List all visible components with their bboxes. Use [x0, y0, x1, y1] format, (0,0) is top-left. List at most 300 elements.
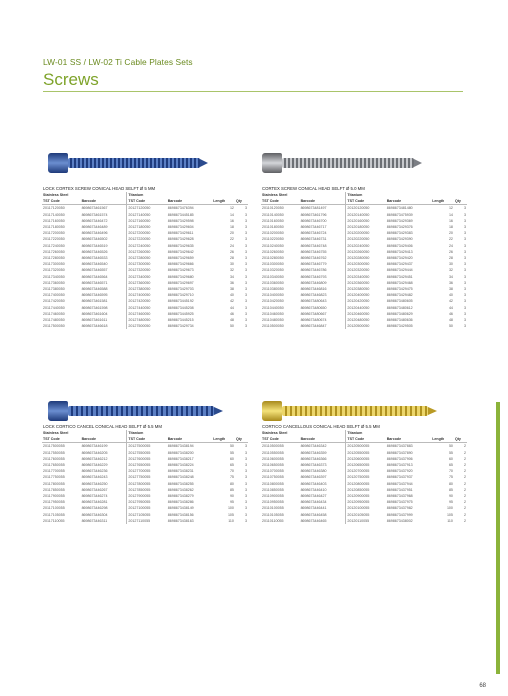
table-cell: 3	[245, 287, 247, 292]
table-cell: 80	[229, 481, 234, 486]
table-cell: 20110800055	[262, 481, 284, 486]
table-cell: 3	[245, 444, 247, 449]
table-cell: 3	[245, 456, 247, 461]
product-table	[42, 192, 248, 329]
table-cell: 8698673446762	[300, 256, 327, 261]
table-cell: 8698673437883	[386, 444, 413, 449]
table-cell: 8698673461796	[300, 212, 327, 217]
table-cell: 8698673446731	[300, 237, 327, 242]
product-table	[42, 430, 248, 524]
series-heading: LW-01 SS / LW-02 Ti Cable Plates Sets	[43, 57, 193, 67]
table-cell: 8698673429628	[167, 237, 194, 242]
table-cell: 8698673437890	[386, 450, 413, 455]
table-cell: 3	[464, 225, 466, 230]
table-cell: 8698673438217	[167, 456, 194, 461]
table-cell: 20120500055	[346, 443, 386, 450]
table-cell: 20117750055	[43, 475, 65, 480]
table-cell: 8698673446205	[81, 450, 108, 455]
column-header: TST Code	[127, 198, 167, 205]
table-cell: 65	[229, 463, 234, 468]
table-cell: 20127650055	[127, 462, 167, 468]
table-cell: 8698673446700	[300, 218, 327, 223]
table-cell: 20127950055	[127, 499, 167, 505]
table-cell: 20127300050	[127, 261, 167, 267]
table-cell: 20120600055	[346, 456, 386, 462]
table-cell: 8698673429598	[167, 218, 194, 223]
table-cell: 20120400050	[346, 292, 386, 298]
table-cell: 8698673480650	[300, 305, 327, 310]
table-cell: 3	[245, 475, 247, 480]
table-cell: 20127140050	[127, 212, 167, 218]
table-cell: 8698673429703	[167, 287, 194, 292]
table-cell: 2	[464, 518, 466, 523]
table-cell: 2	[464, 450, 466, 455]
table-cell: 20127600055	[127, 456, 167, 462]
table-cell: 8698673437906	[386, 456, 413, 461]
table-row	[261, 443, 467, 450]
table-cell: 8698673429710	[167, 293, 194, 298]
table-cell: 3	[245, 487, 247, 492]
table-cell: 20120800055	[346, 481, 386, 487]
table-cell: 8698673446311	[81, 518, 108, 523]
table-cell: 8698673445925	[167, 311, 194, 316]
table-cell: 8698673446786	[300, 268, 327, 273]
table-cell: 2	[464, 444, 466, 449]
table-cell: 8698673481480	[386, 206, 413, 211]
table-cell: 8698673429673	[167, 268, 194, 273]
table-cell: 8698673429420	[386, 256, 413, 261]
table-cell: 8698673437944	[386, 481, 413, 486]
table-cell: 20110140050	[262, 212, 284, 217]
column-header: Barcode	[386, 436, 432, 443]
table-cell: 20127380050	[127, 286, 167, 292]
table-cell: 38	[229, 287, 234, 292]
table-cell: 8698673446526	[81, 249, 108, 254]
table-cell: 3	[245, 506, 247, 511]
table-cell: 8698673438156	[167, 512, 194, 517]
table-cell: 3	[464, 206, 466, 211]
table-cell: 8698673429437	[386, 262, 413, 267]
table-cell: 8698673446298	[81, 506, 108, 511]
table-cell: 60	[448, 456, 453, 461]
table-cell: 20120300050	[346, 261, 386, 267]
table-cell: 20120220050	[346, 236, 386, 242]
table-cell: 8698673429475	[386, 287, 413, 292]
table-cell: 20127320050	[127, 267, 167, 273]
table-cell: 20110200050	[262, 231, 284, 236]
table-cell: 20127200050	[127, 230, 167, 236]
table-cell: 3	[245, 249, 247, 254]
table-cell: 20120460050	[346, 311, 386, 317]
table-cell: 2	[464, 506, 466, 511]
table-cell: 8698673480629	[386, 311, 413, 316]
table-cell: 3	[464, 249, 466, 254]
table-cell: 8698673446748	[300, 243, 327, 248]
table-cell: 8698673429659	[167, 256, 194, 261]
table-cell: 20117320050	[43, 268, 65, 273]
table-cell: 30	[229, 262, 234, 267]
table-cell: 20117160050	[43, 218, 65, 223]
table-cell: 8698673437975	[386, 500, 413, 505]
table-cell: 20110120050	[262, 206, 284, 211]
column-header: Barcode	[300, 436, 346, 443]
table-cell: 18	[229, 225, 234, 230]
table-cell: 20110500055	[262, 444, 284, 449]
table-cell: 8698673437999	[386, 512, 413, 517]
table-cell: 20110900055	[262, 494, 284, 499]
table-cell: 8698673446410	[300, 487, 327, 492]
table-cell: 20120100055	[346, 505, 386, 511]
table-cell: 8698673446571	[81, 280, 108, 285]
table-cell: 20110180050	[262, 225, 284, 230]
table-cell: 8698673429444	[386, 268, 413, 273]
table-row	[261, 323, 467, 329]
panel-title: LOCK CORTEX SCREW CONICAL HEAD SELFT Ø 5 MM	[43, 186, 156, 191]
table-cell: 100	[227, 506, 234, 511]
table-cell: 3	[245, 469, 247, 474]
table-cell: 8698673429369	[386, 218, 413, 223]
table-cell: 20110650055	[262, 463, 284, 468]
table-cell: 2	[464, 500, 466, 505]
table-cell: 8698673446465	[300, 518, 327, 523]
table-cell: 20127360050	[127, 280, 167, 286]
column-header: TST Code	[127, 436, 167, 443]
table-cell: 8698673429734	[167, 324, 194, 329]
table-cell: 40	[448, 293, 453, 298]
table-cell: 8698673446519	[81, 243, 108, 248]
table-cell: 8698673446342	[300, 444, 327, 449]
table-cell: 20117300050	[43, 262, 65, 267]
table-cell: 3	[245, 231, 247, 236]
table-cell: 2	[464, 487, 466, 492]
table-cell: 8698673437913	[386, 463, 413, 468]
table-cell: 20117550055	[43, 450, 65, 455]
table-cell: 3	[464, 256, 466, 261]
table-cell: 26	[448, 249, 453, 254]
table-cell: 8698673437951	[386, 487, 413, 492]
table-cell: 8698673480667	[300, 311, 327, 316]
table-cell: 8698673429482	[386, 293, 413, 298]
table-cell: 20127180050	[127, 224, 167, 230]
table-cell: 8698673446229	[81, 463, 108, 468]
table-cell: 8698673437968	[386, 494, 413, 499]
table-cell: 8698673445192	[167, 299, 194, 304]
table-cell: 20110100055	[262, 506, 284, 511]
table-cell: 70	[448, 469, 453, 474]
table-cell: 8698673480605	[386, 299, 413, 304]
table-cell: 12	[229, 206, 234, 211]
lock-cortex-screw-image	[48, 152, 208, 174]
table-cell: 20117900055	[43, 494, 65, 499]
table-cell: 20120440050	[346, 305, 386, 311]
table-cell: 36	[448, 280, 453, 285]
table-cell: 8698673438149	[167, 506, 194, 511]
page-number: 68	[479, 683, 486, 689]
table-cell: 8698673446588	[81, 287, 108, 292]
table-cell: 20117280050	[43, 256, 65, 261]
table-cell: 3	[464, 311, 466, 316]
table-cell: 8698673446847	[300, 324, 327, 329]
table-cell: 20127900055	[127, 493, 167, 499]
table-cell: 18	[448, 225, 453, 230]
table-cell: 20110220050	[262, 237, 284, 242]
table-cell: 8698673446540	[81, 262, 108, 267]
table-cell: 3	[245, 293, 247, 298]
table-cell: 2	[464, 481, 466, 486]
table-cell: 8698673476394	[167, 206, 194, 211]
table-cell: 8698673438200	[167, 450, 194, 455]
table-cell: 20110260050	[262, 249, 284, 254]
table-cell: 55	[448, 450, 453, 455]
table-cell: 8698673429604	[167, 225, 194, 230]
table-cell: 20120280050	[346, 255, 386, 261]
table-cell: 20120360050	[346, 280, 386, 286]
table-cell: 8698673446472	[81, 218, 108, 223]
table-cell: 95	[448, 500, 453, 505]
table-cell: 8698673461604	[81, 311, 108, 316]
table-cell: 8698673446427	[300, 494, 327, 499]
table-cell: 20117380050	[43, 287, 65, 292]
table-cell: 20127220050	[127, 236, 167, 242]
table-cell: 8698673446397	[300, 475, 327, 480]
table-cell: 8698673480612	[386, 305, 413, 310]
table-cell: 3	[245, 311, 247, 316]
table-cell: 75	[448, 475, 453, 480]
table-cell: 95	[229, 500, 234, 505]
table-cell: 3	[464, 280, 466, 285]
table-cell: 20110850055	[262, 487, 284, 492]
table-cell: 20120480050	[346, 317, 386, 323]
table-cell: 8698673438231	[167, 469, 194, 474]
table-cell: 8698673438163	[167, 518, 194, 523]
column-header: Barcode	[167, 436, 213, 443]
table-cell: 3	[245, 305, 247, 310]
table-cell: 20120140050	[346, 212, 386, 218]
table-cell: 80	[448, 481, 453, 486]
table-cell: 48	[229, 318, 234, 323]
table-cell: 8698673446618	[81, 324, 108, 329]
table-cell: 20110160050	[262, 218, 284, 223]
table-cell: 3	[245, 262, 247, 267]
table-cell: 46	[229, 311, 234, 316]
table-cell: 8698673446434	[300, 500, 327, 505]
table-cell: 20127420050	[127, 298, 167, 304]
table-cell: 26	[229, 249, 234, 254]
column-header: Qty	[454, 198, 467, 205]
table-cell: 8698673438279	[167, 494, 194, 499]
table-cell: 3	[464, 305, 466, 310]
table-cell: 8698673461567	[81, 206, 108, 211]
table-cell: 20127400050	[127, 292, 167, 298]
table-cell: 8698673429390	[386, 237, 413, 242]
table-cell: 20120380050	[346, 286, 386, 292]
table-cell: 20120550055	[346, 450, 386, 456]
table-cell: 20127480050	[127, 317, 167, 323]
table-cell: 8698673429413	[386, 249, 413, 254]
table-cell: 20110750055	[262, 475, 284, 480]
table-cell: 8698673461611	[81, 318, 108, 323]
table-cell: 8698673446489	[81, 225, 108, 230]
table-cell: 32	[229, 268, 234, 273]
table-cell: 20110340050	[262, 274, 284, 279]
table-cell: 3	[464, 218, 466, 223]
table-cell: 44	[448, 305, 453, 310]
table-cell: 8698673438248	[167, 475, 194, 480]
table-cell: 14	[448, 212, 453, 217]
material-label: Titanium	[346, 192, 467, 198]
table-cell: 20120180050	[346, 224, 386, 230]
table-cell: 22	[229, 237, 234, 242]
table-cell: 20117800055	[43, 481, 65, 486]
table-cell: 3	[464, 243, 466, 248]
table-cell: 20120120050	[346, 205, 386, 212]
column-header: Barcode	[386, 198, 432, 205]
cortex-screw-image	[262, 152, 422, 174]
table-cell: 3	[245, 299, 247, 304]
table-cell: 3	[245, 463, 247, 468]
table-cell: 8698673446816	[300, 287, 327, 292]
table-cell: 8698673461574	[81, 212, 108, 217]
table-cell: 2	[464, 463, 466, 468]
table-cell: 28	[229, 256, 234, 261]
table-cell: 90	[229, 494, 234, 499]
table-cell: 8698673461581	[81, 299, 108, 304]
table-cell: 8698673438255	[167, 481, 194, 486]
table-cell: 75	[229, 475, 234, 480]
table-cell: 20117340050	[43, 274, 65, 279]
table-cell: 28	[448, 256, 453, 261]
table-cell: 8698673446250	[81, 481, 108, 486]
material-label: Stainless Steel	[43, 193, 69, 197]
table-cell: 3	[464, 212, 466, 217]
panel-title: CORTEX SCREW CONICAL HEAD SELFT Ø 5.0 MM	[262, 186, 365, 191]
material-label: Stainless Steel	[262, 431, 288, 435]
table-cell: 20117200050	[43, 231, 65, 236]
table-cell: 20117105055	[43, 512, 65, 517]
table-cell: 8698673446403	[300, 481, 327, 486]
table-cell: 3	[245, 206, 247, 211]
table-cell: 3	[464, 231, 466, 236]
table-cell: 8698673429505	[386, 324, 413, 329]
table-cell: 3	[464, 299, 466, 304]
table-cell: 20117500055	[43, 444, 65, 449]
table-cell: 8698673438194	[167, 444, 194, 449]
panel-title: LOCK CORTICO CANCEL CONICAL HEAD SELFT Ø 5.5 MM	[43, 424, 162, 429]
table-cell: 8698673446441	[300, 506, 327, 511]
table-cell: 20117420050	[43, 299, 65, 304]
table-cell: 38	[448, 287, 453, 292]
table-cell: 20110360050	[262, 280, 284, 285]
table-cell: 20117400050	[43, 293, 65, 298]
table-cell: 3	[464, 268, 466, 273]
material-label: Titanium	[346, 430, 467, 436]
table-cell: 20110950055	[262, 500, 284, 505]
table-cell: 8698673429666	[167, 262, 194, 267]
table-row	[42, 323, 248, 329]
table-cell: 2	[464, 469, 466, 474]
table-cell: 8698673429383	[386, 231, 413, 236]
table-cell: 20127750055	[127, 474, 167, 480]
table-cell: 44	[229, 305, 234, 310]
table-cell: 3	[245, 494, 247, 499]
table-cell: 20110480050	[262, 318, 284, 323]
table-cell: 8698673480643	[300, 299, 327, 304]
panel-title: CORTICO CANCELLOUS CONICAL HEAD SELFT Ø 5.5 MM	[262, 424, 380, 429]
table-row	[261, 205, 467, 212]
table-cell: 55	[229, 450, 234, 455]
table-cell: 3	[245, 324, 247, 329]
table-cell: 42	[448, 299, 453, 304]
table-cell: 90	[448, 494, 453, 499]
table-cell: 20110460050	[262, 311, 284, 316]
table-cell: 20127120050	[127, 205, 167, 212]
table-cell: 3	[245, 274, 247, 279]
table-cell: 8698673429680	[167, 274, 194, 279]
table-cell: 8698673446267	[81, 487, 108, 492]
table-row	[42, 443, 248, 450]
table-cell: 8698673446281	[81, 500, 108, 505]
column-header: Barcode	[167, 198, 213, 205]
column-header: Length	[431, 198, 454, 205]
table-cell: 20120110055	[346, 518, 386, 524]
table-cell: 36	[229, 280, 234, 285]
table-cell: 3	[245, 318, 247, 323]
table-cell: 20110380050	[262, 287, 284, 292]
table-cell: 20117260050	[43, 249, 65, 254]
table-cell: 8698673429697	[167, 280, 194, 285]
table-cell: 8698673461598	[81, 305, 108, 310]
table-cell: 20127550055	[127, 450, 167, 456]
table-cell: 20117700055	[43, 469, 65, 474]
table-cell: 20127340050	[127, 274, 167, 280]
table-cell: 20120420050	[346, 298, 386, 304]
table-cell: 20110300050	[262, 262, 284, 267]
table-cell: 20117950055	[43, 500, 65, 505]
table-cell: 20117500050	[43, 324, 65, 329]
table-cell: 8698673446359	[300, 450, 327, 455]
table-cell: 8698673446199	[81, 444, 108, 449]
table-cell: 8698673429451	[386, 274, 413, 279]
table-cell: 20117850055	[43, 487, 65, 492]
column-header: Qty	[235, 198, 248, 205]
table-row	[261, 518, 467, 524]
table-cell: 8698673446823	[300, 293, 327, 298]
column-header: TST Code	[42, 198, 81, 205]
table-cell: 3	[245, 256, 247, 261]
table-cell: 20120260050	[346, 249, 386, 255]
table-cell: 3	[245, 243, 247, 248]
table-cell: 8698673446793	[300, 274, 327, 279]
table-cell: 24	[229, 243, 234, 248]
table-cell: 20127280050	[127, 255, 167, 261]
table-cell: 2	[464, 512, 466, 517]
table-cell: 8698673429468	[386, 280, 413, 285]
material-label: Titanium	[127, 192, 248, 198]
table-cell: 20117460050	[43, 311, 65, 316]
table-cell: 20127110055	[127, 518, 167, 524]
table-cell: 8698673438002	[386, 518, 413, 523]
column-header: TST Code	[346, 436, 386, 443]
column-header: TST Code	[261, 198, 300, 205]
column-header: Length	[212, 436, 235, 443]
column-header: Length	[431, 436, 454, 443]
material-label: Stainless Steel	[262, 193, 288, 197]
table-cell: 8698673446366	[300, 456, 327, 461]
table-cell: 16	[229, 218, 234, 223]
accent-sidebar	[496, 402, 500, 674]
table-cell: 50	[448, 444, 453, 449]
table-cell: 8698673446717	[300, 225, 327, 230]
